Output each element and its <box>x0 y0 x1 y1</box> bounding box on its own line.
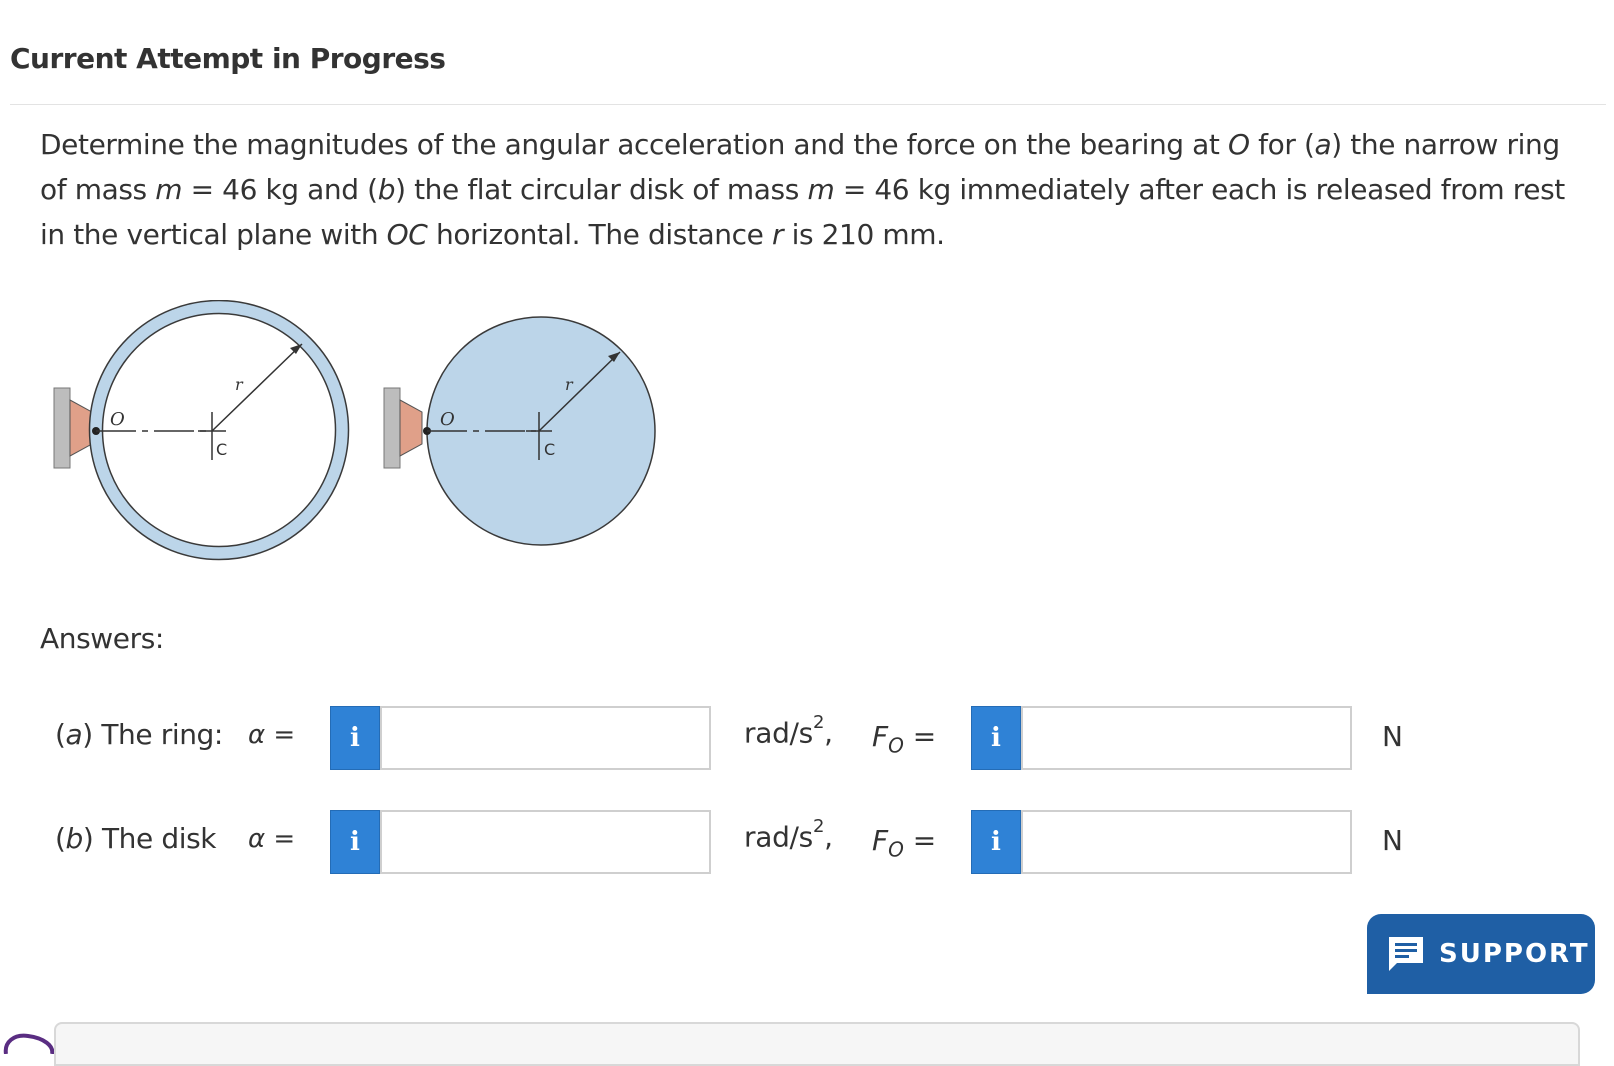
answer-row-ring <box>0 706 1614 772</box>
question-symbol: m <box>155 173 183 206</box>
wall-support <box>54 388 70 468</box>
force-unit: N <box>1382 824 1403 857</box>
force-input[interactable] <box>1021 810 1352 874</box>
question-symbol: m <box>807 173 835 206</box>
question-part: is 210 mm. <box>783 218 945 251</box>
ring-diagram <box>54 300 387 580</box>
label-c: C <box>544 440 556 459</box>
wall-support <box>384 388 400 468</box>
bearing-block <box>70 400 92 456</box>
row-label-letter: b <box>65 822 83 855</box>
label-r: r <box>565 375 573 394</box>
question-part: Determine the magnitudes of the angular acceleration and the force on the bearing at <box>40 128 1229 161</box>
bottom-panel <box>54 1022 1580 1066</box>
row-label <box>55 822 216 855</box>
question-symbol: b <box>377 173 396 206</box>
alpha-symbol: α <box>248 720 266 750</box>
info-icon[interactable]: i <box>971 706 1021 770</box>
radius-arrowhead <box>290 344 302 354</box>
unit-exponent: 2 <box>812 816 825 837</box>
avatar-icon[interactable] <box>0 1014 60 1054</box>
alpha-label <box>248 720 295 750</box>
f-symbol: F <box>872 824 889 857</box>
chat-icon <box>1385 933 1427 975</box>
unit-exponent: 2 <box>812 712 825 733</box>
equals-sign: = <box>265 720 296 750</box>
disk-diagram <box>384 317 655 545</box>
label-o: O <box>110 409 125 430</box>
row-label-part: ) <box>82 718 93 751</box>
page-header <box>10 40 1606 105</box>
alpha-label <box>248 824 295 854</box>
alpha-symbol: α <box>248 824 266 854</box>
problem-figure <box>50 300 690 580</box>
info-icon[interactable]: i <box>330 810 380 874</box>
radius-line <box>212 344 302 431</box>
label-r: r <box>235 375 243 394</box>
bearing-block <box>400 400 422 456</box>
row-label-text: The disk <box>93 822 217 855</box>
row-label-part: ( <box>55 822 66 855</box>
label-o: O <box>440 409 455 430</box>
unit-text: rad/s <box>744 716 813 750</box>
support-button[interactable] <box>1367 914 1595 994</box>
unit-text: rad/s <box>744 820 813 854</box>
label-c: C <box>216 440 228 459</box>
question-symbol: r <box>771 218 784 251</box>
equals-sign: = <box>903 824 937 857</box>
alpha-unit <box>744 816 833 854</box>
question-part: = 46 kg immediately after each is released from rest in the vertical plane with <box>40 173 1565 251</box>
row-label-text: The ring: <box>92 718 223 751</box>
row-label <box>55 718 223 751</box>
support-label: SUPPORT <box>1439 939 1590 969</box>
info-icon[interactable]: i <box>330 706 380 770</box>
ring-body <box>96 307 342 553</box>
row-label-part: ) <box>82 822 94 855</box>
answers-label: Answers: <box>40 622 164 655</box>
question-part: ) the flat circular disk of mass <box>395 173 808 206</box>
info-icon[interactable]: i <box>971 810 1021 874</box>
row-label-part: ( <box>55 718 66 751</box>
ring-edge-inner <box>103 314 336 547</box>
question-part: ) the narrow ring of mass <box>40 128 1560 206</box>
question-symbol: OC <box>386 218 428 251</box>
alpha-input[interactable] <box>380 810 711 874</box>
page-title: Current Attempt in Progress <box>10 42 446 75</box>
question-symbol: O <box>1228 128 1250 161</box>
equals-sign: = <box>903 720 937 753</box>
question-text <box>40 122 1580 257</box>
question-part: = 46 kg and ( <box>182 173 378 206</box>
f-subscript: O <box>888 837 904 862</box>
answer-row-disk <box>0 810 1614 876</box>
f-subscript: O <box>888 733 904 758</box>
force-input[interactable] <box>1021 706 1352 770</box>
equals-sign: = <box>265 824 296 854</box>
unit-separator: , <box>824 716 833 750</box>
question-part: horizontal. The distance <box>427 218 772 251</box>
alpha-input[interactable] <box>380 706 711 770</box>
fo-label <box>872 824 936 862</box>
question-symbol: a <box>1314 128 1332 161</box>
question-part: for ( <box>1249 128 1315 161</box>
f-symbol: F <box>872 720 889 753</box>
unit-separator: , <box>824 820 833 854</box>
fo-label <box>872 720 936 758</box>
row-label-letter: a <box>65 718 83 751</box>
alpha-unit <box>744 712 833 750</box>
force-unit: N <box>1382 720 1403 753</box>
